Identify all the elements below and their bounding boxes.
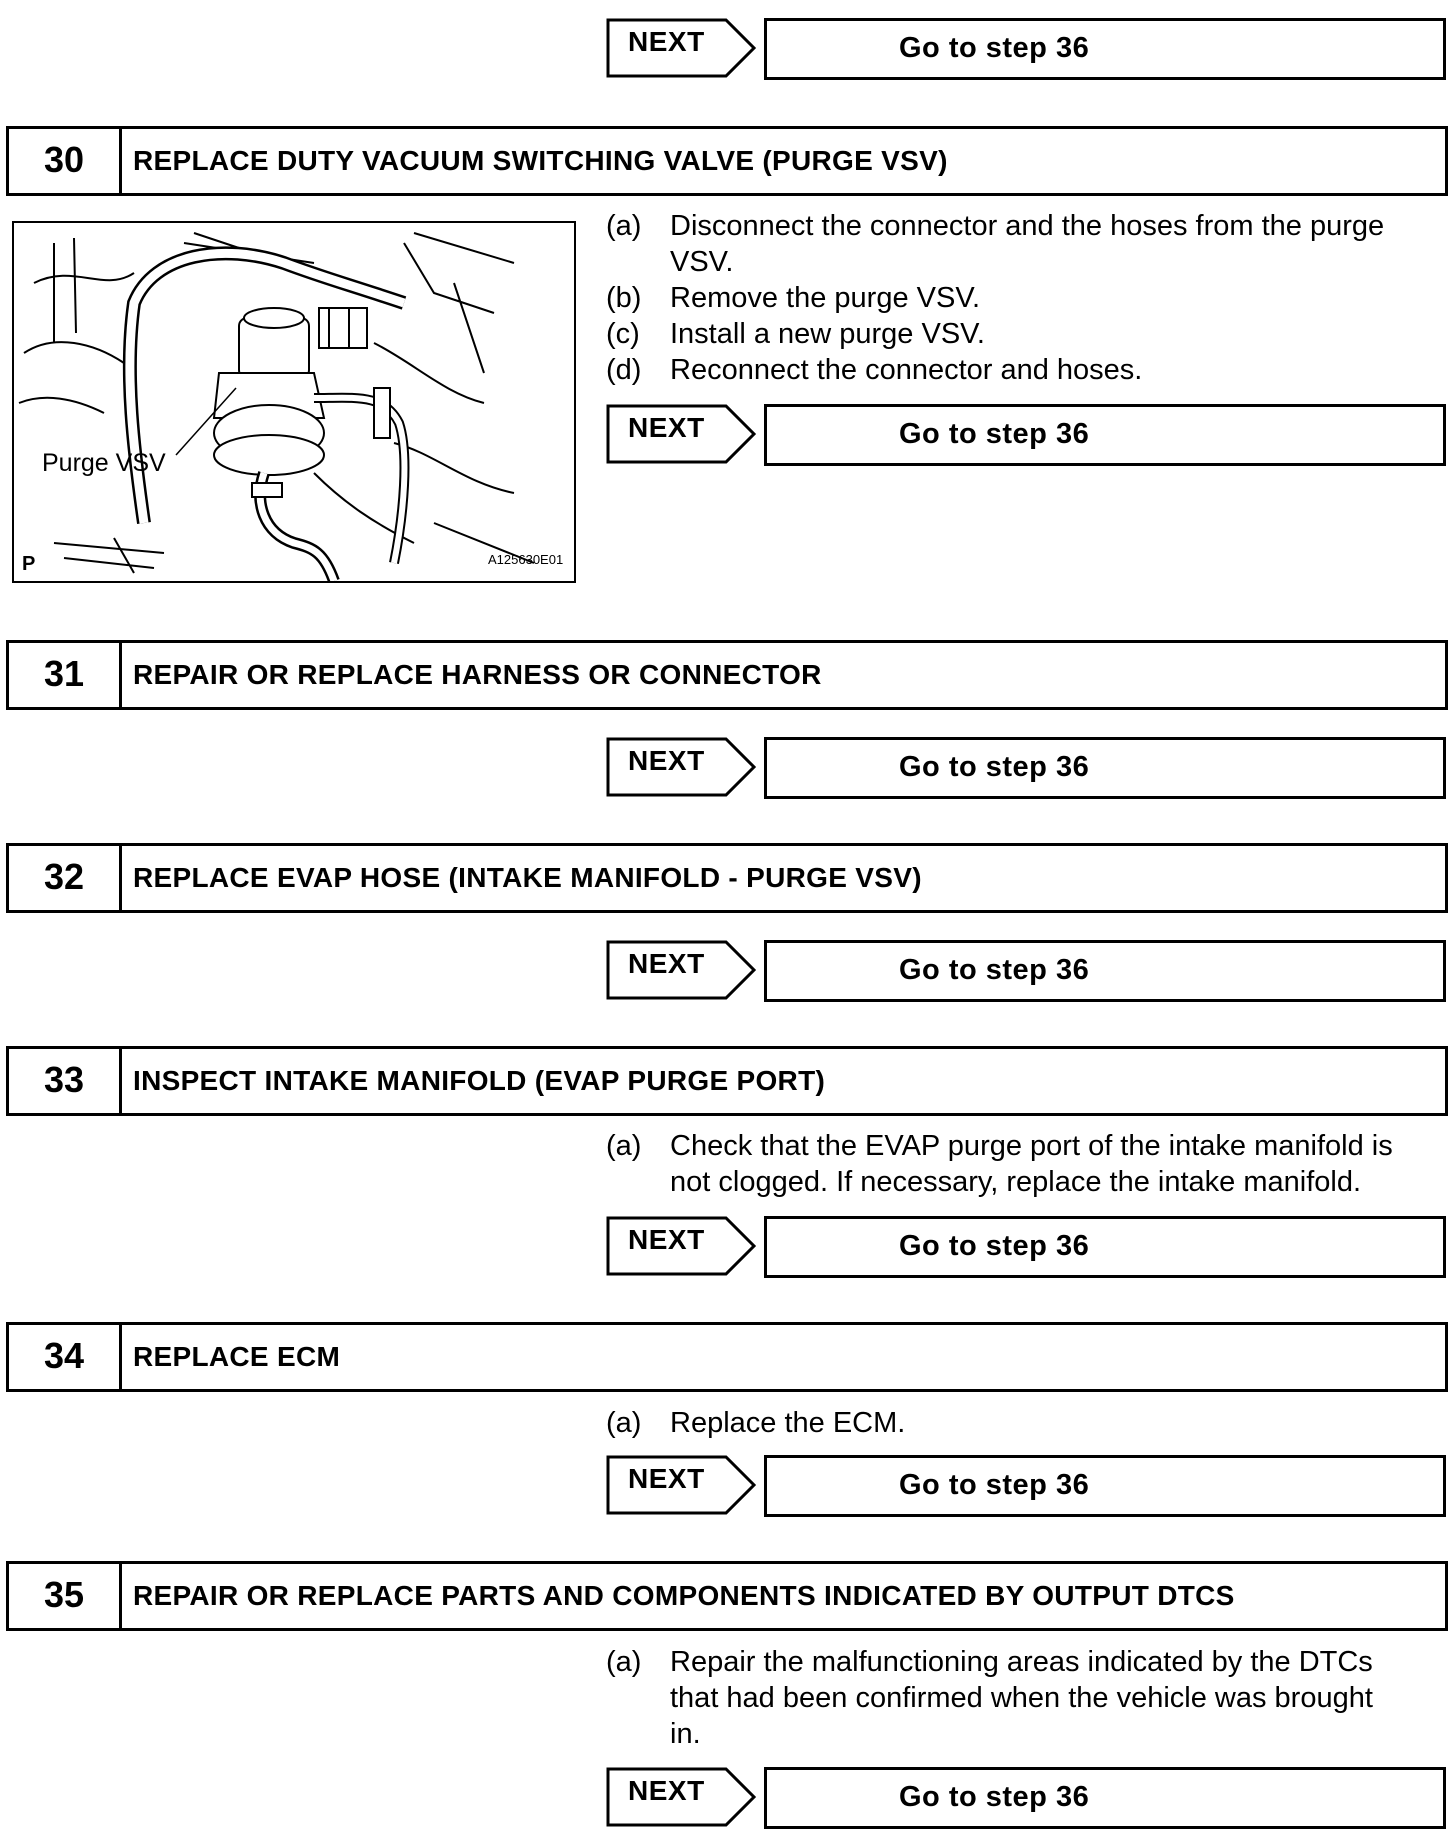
goto-label: Go to step 36 bbox=[899, 418, 1090, 450]
goto-step-box[interactable] bbox=[764, 1767, 1446, 1829]
step-number-box bbox=[9, 1325, 122, 1389]
step-30-instructions bbox=[606, 208, 1446, 388]
purge-vsv-callout: Purge VSV bbox=[42, 449, 166, 477]
instruction-label: (a) bbox=[606, 1407, 642, 1439]
step-35-instructions bbox=[606, 1644, 1446, 1752]
goto-label: Go to step 36 bbox=[899, 751, 1090, 783]
step-header-33 bbox=[6, 1046, 1448, 1116]
next-arrow-tag[interactable] bbox=[606, 18, 754, 78]
next-row-top bbox=[606, 18, 1448, 80]
instruction-text: Reconnect the connector and hoses. bbox=[670, 354, 1143, 386]
figure-corner-mark: P bbox=[22, 553, 36, 575]
instruction-text: Replace the ECM. bbox=[670, 1407, 906, 1439]
instruction-text: Check that the EVAP purge port of the intake manifold is bbox=[670, 1130, 1393, 1162]
goto-step-box[interactable] bbox=[764, 1455, 1446, 1517]
next-label: NEXT bbox=[628, 26, 705, 57]
instruction-item bbox=[606, 1128, 1446, 1200]
step-header-35 bbox=[6, 1561, 1448, 1631]
instruction-label: (c) bbox=[606, 318, 640, 350]
next-arrow-tag[interactable] bbox=[606, 1455, 754, 1515]
next-label: NEXT bbox=[628, 948, 705, 979]
instruction-item bbox=[606, 1644, 1446, 1752]
instruction-text: Repair the malfunctioning areas indicated by the DTCs bbox=[670, 1646, 1373, 1678]
instruction-label: (a) bbox=[606, 1130, 642, 1162]
step-number-box bbox=[9, 643, 122, 707]
instruction-item bbox=[606, 208, 1446, 280]
step-header-31 bbox=[6, 640, 1448, 710]
step-34-instructions bbox=[606, 1405, 1446, 1441]
step-title: REPAIR OR REPLACE PARTS AND COMPONENTS INDICATED BY OUTPUT DTCS bbox=[133, 1580, 1235, 1611]
instruction-label: (a) bbox=[606, 210, 642, 242]
step-title: REPAIR OR REPLACE HARNESS OR CONNECTOR bbox=[133, 659, 822, 690]
instruction-label: (d) bbox=[606, 354, 642, 386]
step-number-box bbox=[9, 846, 122, 910]
goto-step-box[interactable] bbox=[764, 940, 1446, 1002]
next-label: NEXT bbox=[628, 745, 705, 776]
next-row-34 bbox=[606, 1455, 1448, 1517]
engine-bay-drawing bbox=[14, 223, 574, 581]
next-label: NEXT bbox=[628, 1224, 705, 1255]
step-number: 35 bbox=[43, 1574, 85, 1615]
next-row-31 bbox=[606, 737, 1448, 799]
next-label: NEXT bbox=[628, 1463, 705, 1494]
goto-label: Go to step 36 bbox=[899, 1230, 1090, 1262]
step-number-box bbox=[9, 129, 122, 193]
instruction-item bbox=[606, 280, 1446, 316]
goto-step-box[interactable] bbox=[764, 737, 1446, 799]
step-number: 30 bbox=[43, 139, 85, 180]
next-row-30 bbox=[606, 404, 1448, 466]
next-row-35 bbox=[606, 1767, 1448, 1829]
instruction-text: in. bbox=[670, 1718, 701, 1750]
next-row-33 bbox=[606, 1216, 1448, 1278]
instruction-text: not clogged. If necessary, replace the intake manifold. bbox=[670, 1166, 1362, 1198]
goto-label: Go to step 36 bbox=[899, 32, 1090, 64]
step-header-34 bbox=[6, 1322, 1448, 1392]
step-number: 32 bbox=[43, 856, 85, 897]
goto-step-box[interactable] bbox=[764, 18, 1446, 80]
instruction-label: (a) bbox=[606, 1646, 642, 1678]
next-arrow-tag[interactable] bbox=[606, 737, 754, 797]
next-arrow-tag[interactable] bbox=[606, 940, 754, 1000]
step-33-instructions bbox=[606, 1128, 1446, 1200]
instruction-text: VSV. bbox=[670, 246, 734, 278]
step-number: 31 bbox=[43, 653, 85, 694]
figure-code: A125630E01 bbox=[488, 552, 564, 567]
next-row-32 bbox=[606, 940, 1448, 1002]
goto-label: Go to step 36 bbox=[899, 1781, 1090, 1813]
next-label: NEXT bbox=[628, 412, 705, 443]
next-arrow-tag[interactable] bbox=[606, 1767, 754, 1827]
instruction-text: Remove the purge VSV. bbox=[670, 282, 981, 314]
goto-step-box[interactable] bbox=[764, 404, 1446, 466]
next-label: NEXT bbox=[628, 1775, 705, 1806]
instruction-text: that had been confirmed when the vehicle was brought bbox=[670, 1682, 1373, 1714]
step-header-30 bbox=[6, 126, 1448, 196]
step-header-32 bbox=[6, 843, 1448, 913]
instruction-item bbox=[606, 1405, 1446, 1441]
instruction-label: (b) bbox=[606, 282, 642, 314]
instruction-text: Disconnect the connector and the hoses from the purge bbox=[670, 210, 1385, 242]
goto-label: Go to step 36 bbox=[899, 1469, 1090, 1501]
instruction-item bbox=[606, 352, 1446, 388]
step-number-box bbox=[9, 1564, 122, 1628]
step-number: 34 bbox=[43, 1335, 85, 1376]
step-title: REPLACE DUTY VACUUM SWITCHING VALVE (PURGE VSV) bbox=[133, 145, 948, 176]
step-number: 33 bbox=[43, 1059, 85, 1100]
instruction-text: Install a new purge VSV. bbox=[670, 318, 985, 350]
step-title: REPLACE EVAP HOSE (INTAKE MANIFOLD - PURGE VSV) bbox=[133, 862, 922, 893]
next-arrow-tag[interactable] bbox=[606, 404, 754, 464]
step-title: INSPECT INTAKE MANIFOLD (EVAP PURGE PORT) bbox=[133, 1065, 826, 1096]
step-number-box bbox=[9, 1049, 122, 1113]
purge-vsv-illustration bbox=[12, 221, 576, 583]
next-arrow-tag[interactable] bbox=[606, 1216, 754, 1276]
instruction-item bbox=[606, 316, 1446, 352]
goto-label: Go to step 36 bbox=[899, 954, 1090, 986]
step-title: REPLACE ECM bbox=[133, 1341, 341, 1372]
goto-step-box[interactable] bbox=[764, 1216, 1446, 1278]
